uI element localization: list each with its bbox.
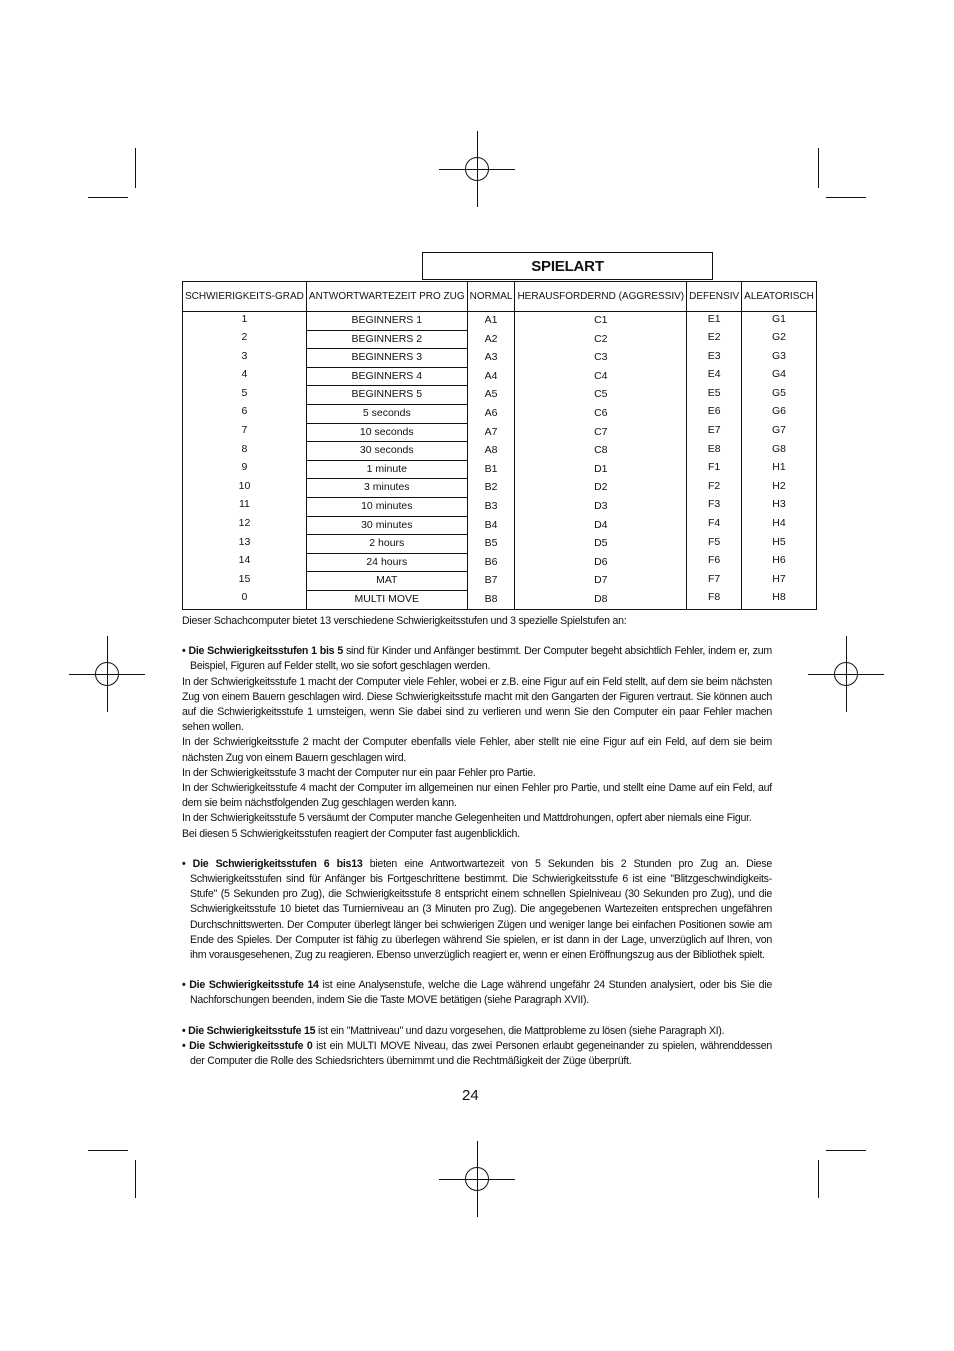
table-body (183, 312, 817, 610)
table-cell: B4 (467, 516, 515, 535)
table-cell: 7 (183, 423, 307, 442)
column-header: ANTWORTWARTEZEIT PRO ZUG (306, 282, 467, 312)
table-cell: 10 seconds (306, 423, 467, 442)
table-cell: B6 (467, 553, 515, 572)
table-cell: E7 (687, 423, 742, 442)
table-row (183, 442, 817, 461)
table-cell: BEGINNERS 4 (306, 367, 467, 386)
paragraph: In der Schwierigkeitsstufe 5 versäumt der Computer manche Gelegenheiten und Mattdrohungen, opfert aber niemals eine Figur. (182, 812, 752, 825)
bullet-heading: • Die Schwierigkeitsstufe 14 (182, 979, 319, 992)
bullet-heading: • Die Schwierigkeitsstufen 1 bis 5 (182, 645, 343, 658)
table-cell: F6 (687, 553, 742, 572)
table-cell: F3 (687, 497, 742, 516)
table-cell: G2 (742, 330, 817, 349)
table-cell: 5 (183, 386, 307, 405)
difficulty-table (182, 281, 817, 610)
table-cell: G5 (742, 386, 817, 405)
table-cell: E6 (687, 404, 742, 423)
table-cell: C1 (515, 312, 687, 331)
table-cell: D3 (515, 497, 687, 516)
crop-mark (818, 1160, 819, 1198)
table-cell: D8 (515, 590, 687, 609)
table-cell: 6 (183, 404, 307, 423)
table-cell: H8 (742, 590, 817, 609)
column-header: NORMAL (467, 282, 515, 312)
table-cell: MULTI MOVE (306, 590, 467, 609)
table-cell: BEGINNERS 3 (306, 349, 467, 368)
crop-mark (818, 148, 819, 188)
table-cell: F7 (687, 572, 742, 591)
crop-mark (88, 1150, 128, 1151)
table-cell: BEGINNERS 1 (306, 312, 467, 331)
table-cell: G4 (742, 367, 817, 386)
spielart-header: SPIELART (422, 252, 713, 280)
paragraph: In der Schwierigkeitsstufe 4 macht der Computer im allgemeinen nur einen Fehler pro Partie, und stellt eine Dame auf ein Feld, auf dem sie beim nächstfolgenden Zug geschlagen werden kann. (182, 782, 772, 810)
bullet-level-14 (182, 978, 772, 1008)
table-cell: B3 (467, 497, 515, 516)
table-cell: D7 (515, 572, 687, 591)
table-row (183, 423, 817, 442)
table-cell: 15 (183, 572, 307, 591)
table-cell: F1 (687, 460, 742, 479)
crop-mark (88, 197, 128, 198)
table-cell: G6 (742, 404, 817, 423)
table-row (183, 572, 817, 591)
intro-paragraph: Dieser Schachcomputer bietet 13 verschiedene Schwierigkeitsstufen und 3 spezielle Spielstufen an: (182, 615, 627, 627)
table-cell: 9 (183, 460, 307, 479)
table-cell: A4 (467, 367, 515, 386)
table-row (183, 404, 817, 423)
table-cell: G3 (742, 349, 817, 368)
table-cell: 3 (183, 349, 307, 368)
table-cell: B5 (467, 535, 515, 554)
bullet-levels-6-13 (182, 857, 772, 963)
table-cell: 24 hours (306, 553, 467, 572)
table-header-row (183, 282, 817, 312)
table-cell: B7 (467, 572, 515, 591)
bullet-level-0 (182, 1039, 772, 1069)
table-cell: C7 (515, 423, 687, 442)
table-row (183, 553, 817, 572)
table-cell: E2 (687, 330, 742, 349)
crop-mark (135, 1160, 136, 1198)
page-number: 24 (462, 1087, 479, 1104)
table-cell: H7 (742, 572, 817, 591)
table-cell: H1 (742, 460, 817, 479)
bullet-heading: • Die Schwierigkeitsstufe 0 (182, 1039, 313, 1052)
table-cell: A8 (467, 442, 515, 461)
table-cell: G1 (742, 312, 817, 331)
table-cell: C4 (515, 367, 687, 386)
table-cell: 10 minutes (306, 497, 467, 516)
table-cell: E8 (687, 442, 742, 461)
table-cell: D2 (515, 479, 687, 498)
bullet-level-15 (182, 1024, 772, 1039)
table-cell: A3 (467, 349, 515, 368)
table-row (183, 479, 817, 498)
crop-mark (826, 197, 866, 198)
bullet-text: sind für Kinder und Anfänger bestimmt. Der Computer begeht absichtlich Fehler, indem er, zum Beispiel, Figuren auf Felder stellt, wo sie sofort geschlagen werden. (190, 645, 772, 673)
table-cell: A1 (467, 312, 515, 331)
table-cell: H5 (742, 535, 817, 554)
table-cell: H4 (742, 516, 817, 535)
table-cell: 3 minutes (306, 479, 467, 498)
table-cell: 1 (183, 312, 307, 331)
table-cell: 10 (183, 479, 307, 498)
table-cell: 11 (183, 497, 307, 516)
table-cell: 2 hours (306, 535, 467, 554)
paragraph: Bei diesen 5 Schwierigkeitsstufen reagiert der Computer fast augenblicklich. (182, 827, 520, 840)
table-cell: D1 (515, 460, 687, 479)
bullet-heading: • Die Schwierigkeitsstufe 15 (182, 1024, 316, 1037)
table-cell: 0 (183, 590, 307, 609)
table-row (183, 349, 817, 368)
description-text (182, 614, 772, 1069)
table-cell: B8 (467, 590, 515, 609)
table-cell: C8 (515, 442, 687, 461)
table-cell: D4 (515, 516, 687, 535)
table-cell: C5 (515, 386, 687, 405)
table-cell: E3 (687, 349, 742, 368)
crop-mark (135, 148, 136, 188)
table-row (183, 497, 817, 516)
column-header: ALEATORISCH (742, 282, 817, 312)
paragraph: In der Schwierigkeitsstufe 3 macht der Computer nur ein paar Fehler pro Partie. (182, 766, 536, 779)
table-cell: 12 (183, 516, 307, 535)
bullet-text: ist ein "Mattniveau" und dazu vorgesehen, die Mattprobleme zu lösen (siehe Paragraph XI). (315, 1024, 725, 1037)
table-cell: H2 (742, 479, 817, 498)
table-cell: 8 (183, 442, 307, 461)
table-cell: C2 (515, 330, 687, 349)
table-cell: G8 (742, 442, 817, 461)
table-cell: 13 (183, 535, 307, 554)
column-header: HERAUSFORDERND (AGGRESSIV) (515, 282, 687, 312)
table-cell: 14 (183, 553, 307, 572)
column-header: SCHWIERIGKEITS-GRAD (183, 282, 307, 312)
table-row (183, 367, 817, 386)
table-cell: F2 (687, 479, 742, 498)
table-cell: E5 (687, 386, 742, 405)
paragraph: In der Schwierigkeitsstufe 1 macht der Computer viele Fehler, wobei er z.B. eine Figur auf ein Feld stellt, auf dem sie beim nächsten Zug von einem Bauern geschlagen wird. Diese Schwierigkeitsstufe macht mit den Gangarten der Figuren vertraut. Sie können auch auf die Schwierigkeitsstufe 1 umsteigen, wenn Sie dabei sind zu verlieren und wenn Sie den Computer ein paar Fehler machen sehen wollen. (182, 675, 772, 734)
table-cell: D6 (515, 553, 687, 572)
column-header: DEFENSIV (687, 282, 742, 312)
table-cell: A2 (467, 330, 515, 349)
table-cell: B2 (467, 479, 515, 498)
table-cell: A7 (467, 423, 515, 442)
table-row (183, 590, 817, 609)
table-cell: B1 (467, 460, 515, 479)
table-row (183, 330, 817, 349)
table-cell: C6 (515, 404, 687, 423)
table-cell: 1 minute (306, 460, 467, 479)
table-cell: 4 (183, 367, 307, 386)
table-cell: E4 (687, 367, 742, 386)
table-row (183, 516, 817, 535)
table-cell: F8 (687, 590, 742, 609)
table-cell: F4 (687, 516, 742, 535)
crop-mark (826, 1150, 866, 1151)
bullet-text: bieten eine Antwortwartezeit von 5 Sekunden bis 2 Stunden pro Zug an. Diese Schwierigkeitsstufen sind für Anfänger bis Fortgeschrittene bestimmt. Die Schwierigkeitsstufe 6 ist eine "Blitzgeschwindigkeits-Stufe" (5 Sekunden pro Zug), die Schwierigkeitsstufe 8 entspricht einem schnellen Spielniveau (30 Sekunden pro Zug), und die Schwierigkeitsstufe 10 bietet das Turnierniveau an (3 Minuten pro Zug). Die angegebenen Wartezeiten entsprechen ungefähren Durchschnittswerten. Der Computer überlegt länger bei schwierigen Zügen und weniger lange bei einfachen Positionen sowie am Ende des Spieles. Der Computer ist fähig zu überlegen während Sie spielen, er ist dann in der Lage, unverzüglich auf Ihren, von ihm vorausgesehenen, Zug zu reagieren. Ebenso unverzüglich reagiert er, wenn er einen Eröffnungszug aus der Bibliothek spielt. (190, 857, 773, 962)
table-cell: BEGINNERS 2 (306, 330, 467, 349)
bullet-text: ist ein MULTI MOVE Niveau, das zwei Personen erlaubt gegeneinander zu spielen, währenddessen der Computer die Rolle des Schiedsrichters übernimmt und die Rechtmäßigkeit der Züge überprüft. (190, 1039, 772, 1068)
table-cell: 30 seconds (306, 442, 467, 461)
table-cell: BEGINNERS 5 (306, 386, 467, 405)
table-cell: D5 (515, 535, 687, 554)
paragraph: In der Schwierigkeitsstufe 2 macht der Computer ebenfalls viele Fehler, aber stellt nie eine Figur auf ein Feld, auf dem sie beim nächsten Zug von einem Bauern geschlagen wird. (182, 736, 772, 764)
table-row (183, 460, 817, 479)
table-cell: 2 (183, 330, 307, 349)
table-row (183, 386, 817, 405)
table-cell: G7 (742, 423, 817, 442)
table-cell: 5 seconds (306, 404, 467, 423)
table-cell: 30 minutes (306, 516, 467, 535)
table-cell: C3 (515, 349, 687, 368)
table-cell: F5 (687, 535, 742, 554)
table-row (183, 312, 817, 331)
bullet-heading: • Die Schwierigkeitsstufen 6 bis13 (182, 857, 363, 870)
bullet-text: ist eine Analysenstufe, welche die Lage während ungefähr 24 Stunden analysiert, oder bis Sie die Nachforschungen beenden, indem Sie die Taste MOVE betätigen (siehe Paragraph XVII). (190, 979, 773, 1007)
table-cell: A6 (467, 404, 515, 423)
table-cell: H6 (742, 553, 817, 572)
table-cell: MAT (306, 572, 467, 591)
table-row (183, 535, 817, 554)
table-cell: E1 (687, 312, 742, 331)
bullet-levels-1-5 (182, 644, 772, 674)
table-cell: H3 (742, 497, 817, 516)
table-cell: A5 (467, 386, 515, 405)
